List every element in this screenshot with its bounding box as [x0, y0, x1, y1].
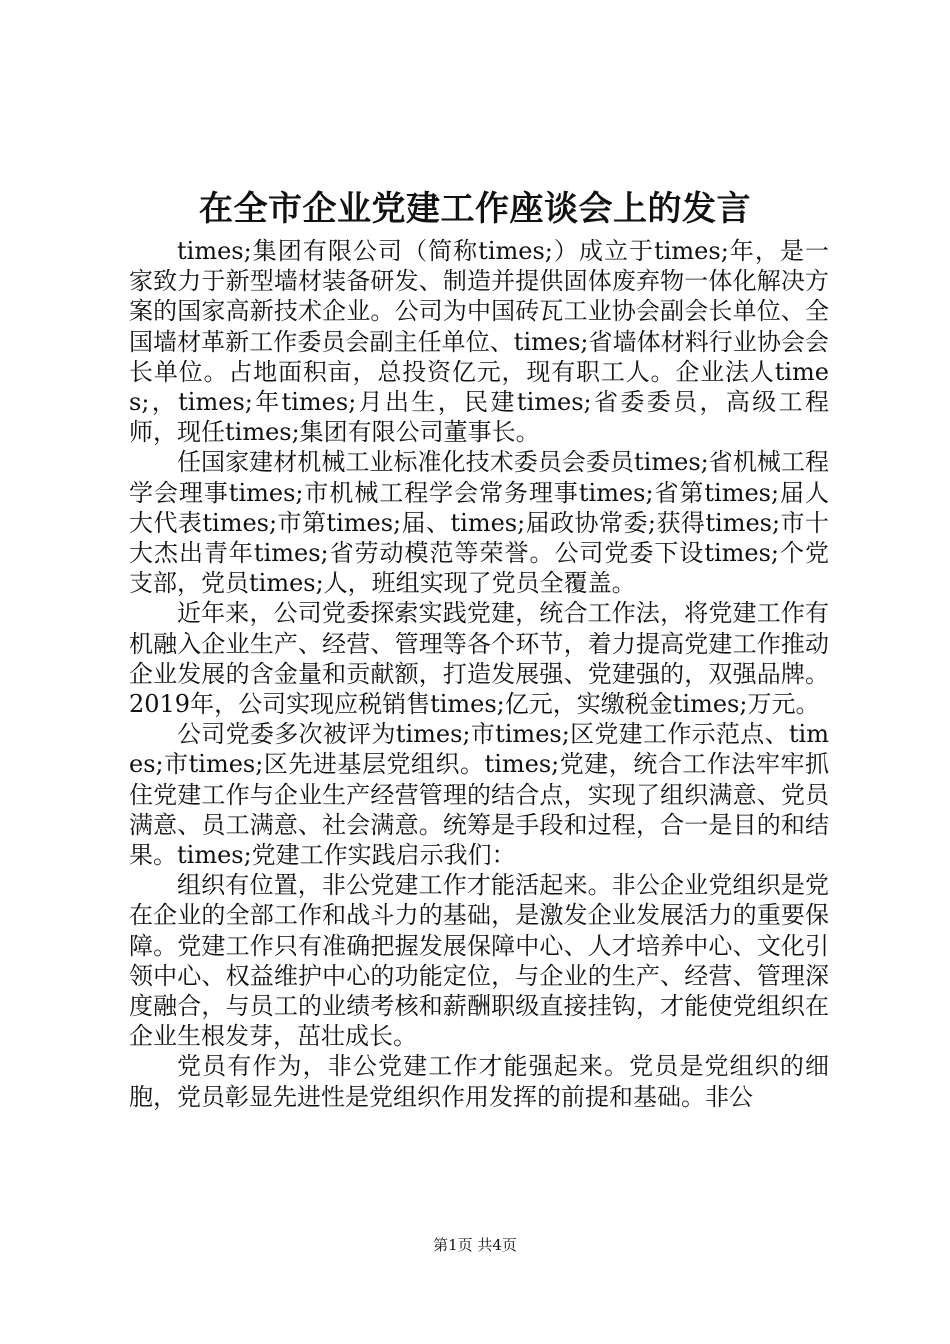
paragraph-3: 近年来，公司党委探索实践党建，统合工作法，将党建工作有机融入企业生产、经营、管理等各个环节，着力提高党建工作推动企业发展的含金量和贡献额，打造发展强、党建强的，双强品牌。2019年，公司实现应税销售times;亿元，实缴税金times;万元。 — [129, 599, 829, 719]
document-body — [129, 236, 829, 1112]
document-title: 在全市企业党建工作座谈会上的发言 — [199, 189, 751, 229]
paragraph-2: 任国家建材机械工业标准化技术委员会委员times;省机械工程学会理事times;市机械工程学会常务理事times;省第times;届人大代表times;市第times;届、times;届政协常委;获得times;市十大杰出青年times;省劳动模范等荣誉。公司党委下设times;个党支部，党员times;人，班组实现了党员全覆盖。 — [129, 448, 829, 598]
paragraph-5: 组织有位置，非公党建工作才能活起来。非公企业党组织是党在企业的全部工作和战斗力的基础，是激发企业发展活力的重要保障。党建工作只有准确把握发展保障中心、人才培养中心、文化引领中心、权益维护中心的功能定位，与企业的生产、经营、管理深度融合，与员工的业绩考核和薪酬职级直接挂钩，才能使党组织在企业生根发芽，茁壮成长。 — [129, 871, 829, 1051]
paragraph-6: 党员有作为，非公党建工作才能强起来。党员是党组织的细胞，党员彰显先进性是党组织作用发挥的前提和基础。非公 — [129, 1052, 829, 1111]
page-footer: 第1页 共4页 — [433, 1236, 517, 1254]
paragraph-4: 公司党委多次被评为times;市times;区党建工作示范点、times;市times;区先进基层党组织。times;党建，统合工作法牢牢抓住党建工作与企业生产经营管理的结合点，实现了组织满意、党员满意、员工满意、社会满意。统筹是手段和过程，合一是目的和结果。times;党建工作实践启示我们： — [129, 720, 829, 870]
paragraph-1: times;集团有限公司（简称times;）成立于times;年，是一家致力于新型墙材装备研发、制造并提供固体废弃物一体化解决方案的国家高新技术企业。公司为中国砖瓦工业协会副会长单位、全国墙材革新工作委员会副主任单位、times;省墙体材料行业协会会长单位。占地面积亩，总投资亿元，现有职工人。企业法人times;，times;年times;月出生，民建times;省委委员，高级工程师，现任times;集团有限公司董事长。 — [129, 237, 829, 447]
